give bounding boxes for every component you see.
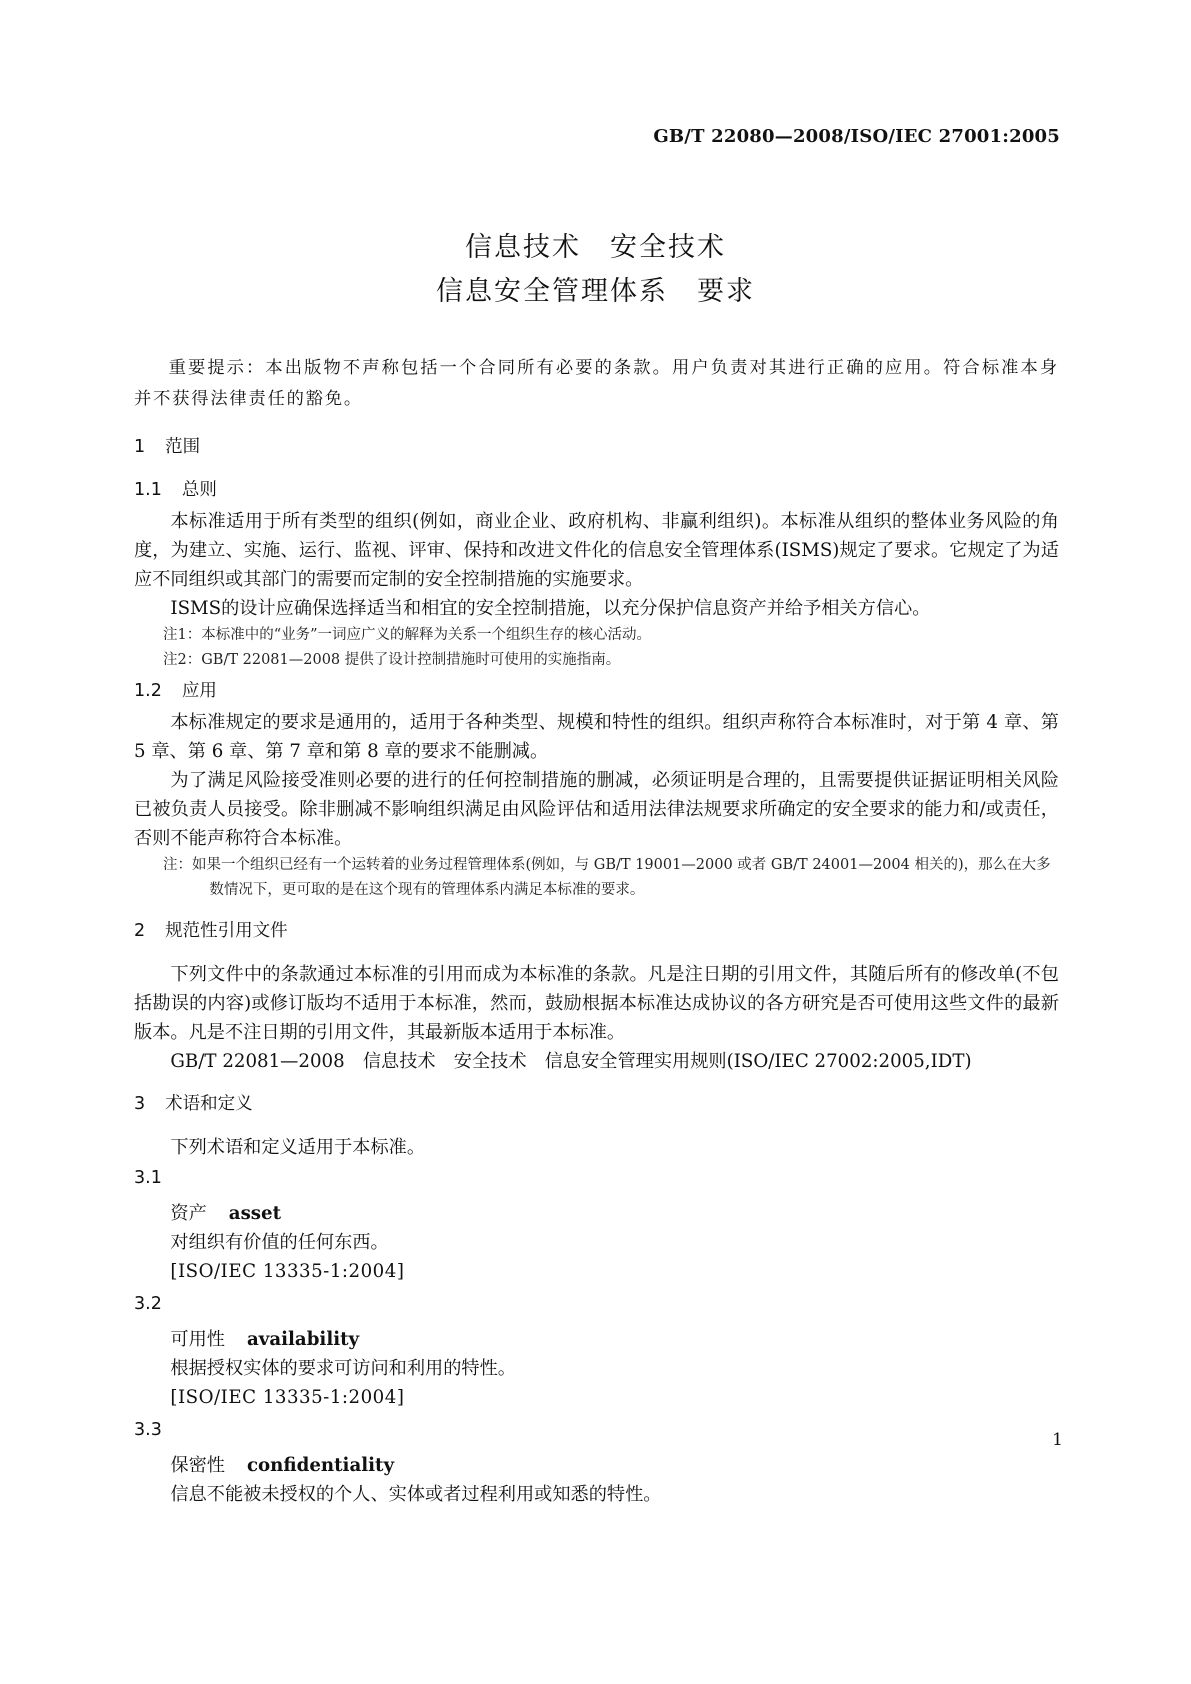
paragraph: 下列文件中的条款通过本标准的引用而成为本标准的条款。凡是注日期的引用文件，其随后所有的修改单(不包括勘误的内容)或修订版均不适用于本标准，然而，鼓励根据本标准达成协议的各方研究是否可使用这些文件的最新版本。凡是不注日期的引用文件，其最新版本适用于本标准。 xyxy=(134,964,1059,1043)
section-number: 3 xyxy=(134,1094,146,1114)
section-title: 应用 xyxy=(181,681,217,701)
note: 注1：本标准中的“业务”一词应广义的解释为关系一个组织生存的核心活动。 xyxy=(163,627,652,643)
section-1-1-heading xyxy=(134,476,1059,505)
term-definition: 对组织有价值的任何东西。 xyxy=(170,1232,389,1253)
section-number: 1 xyxy=(134,437,146,457)
term-number: 3.3 xyxy=(134,1420,162,1440)
term-heading xyxy=(170,1451,1059,1480)
term-definition: 信息不能被未授权的个人、实体或者过程利用或知悉的特性。 xyxy=(170,1484,662,1505)
title-line-1: 信息技术 安全技术 xyxy=(465,232,726,263)
paragraph: 本标准规定的要求是通用的，适用于各种类型、规模和特性的组织。组织声称符合本标准时，对于第 4 章、第 5 章、第 6 章、第 7 章和第 8 章的要求不能删减。 xyxy=(134,712,1059,762)
term-definition: 根据授权实体的要求可访问和利用的特性。 xyxy=(170,1358,516,1379)
term-en: confidentiality xyxy=(246,1455,395,1476)
section-title: 范围 xyxy=(165,437,201,457)
term-zh: 资产 xyxy=(170,1203,207,1224)
term-heading xyxy=(170,1199,1059,1228)
section-title: 术语和定义 xyxy=(165,1094,253,1114)
term-number: 3.2 xyxy=(134,1294,162,1314)
term-number: 3.1 xyxy=(134,1168,162,1188)
paragraph: 下列术语和定义适用于本标准。 xyxy=(170,1137,426,1158)
term-source: [ISO/IEC 13335-1:2004] xyxy=(170,1261,405,1282)
important-notice: 重要提示：本出版物不声称包括一个合同所有必要的条款。用户负责对其进行正确的应用。符合标准本身并不获得法律责任的豁免。 xyxy=(134,358,1059,409)
document-body xyxy=(134,353,1059,1509)
section-number: 2 xyxy=(134,921,146,941)
term-en: availability xyxy=(246,1329,360,1350)
section-1-heading xyxy=(134,433,1059,462)
page-number: 1 xyxy=(1052,1430,1063,1450)
note: 注2：GB/T 22081—2008 提供了设计控制措施时可使用的实施指南。 xyxy=(163,652,621,668)
section-2-heading xyxy=(134,917,1059,946)
paragraph: ISMS的设计应确保选择适当和相宜的安全控制措施，以充分保护信息资产并给予相关方信心。 xyxy=(170,598,931,619)
term-heading xyxy=(170,1325,1059,1354)
standard-code: GB/T 22080—2008/ISO/IEC 27001:2005 xyxy=(653,126,1060,147)
term-zh: 保密性 xyxy=(170,1455,225,1476)
section-1-2-heading xyxy=(134,677,1059,706)
document-title xyxy=(0,226,1191,314)
title-line-2: 信息安全管理体系 要求 xyxy=(436,276,755,307)
section-number: 1.1 xyxy=(134,480,162,500)
section-title: 总则 xyxy=(181,480,217,500)
paragraph: 本标准适用于所有类型的组织(例如，商业企业、政府机构、非赢利组织)。本标准从组织的整体业务风险的角度，为建立、实施、运行、监视、评审、保持和改进文件化的信息安全管理体系(ISMS)规定了要求。它规定了为适应不同组织或其部门的需要而定制的安全控制措施的实施要求。 xyxy=(134,511,1059,590)
term-zh: 可用性 xyxy=(170,1329,225,1350)
term-en: asset xyxy=(228,1203,282,1224)
normative-reference: GB/T 22081—2008 信息技术 安全技术 信息安全管理实用规则(ISO/IEC 27002:2005,IDT) xyxy=(170,1051,972,1072)
note: 注：如果一个组织已经有一个运转着的业务过程管理体系(例如，与 GB/T 19001—2000 或者 GB/T 24001—2004 相关的)，那么在大多数情况下，更可取的是在这个现有的管理体系内满足本标准的要求。 xyxy=(163,857,1051,898)
term-source: [ISO/IEC 13335-1:2004] xyxy=(170,1387,405,1408)
section-number: 1.2 xyxy=(134,681,162,701)
section-3-heading xyxy=(134,1090,1059,1119)
paragraph: 为了满足风险接受准则必要的进行的任何控制措施的删减，必须证明是合理的，且需要提供证据证明相关风险已被负责人员接受。除非删减不影响组织满足由风险评估和适用法律法规要求所确定的安全要求的能力和/或责任，否则不能声称符合本标准。 xyxy=(134,770,1059,849)
section-title: 规范性引用文件 xyxy=(165,921,288,941)
